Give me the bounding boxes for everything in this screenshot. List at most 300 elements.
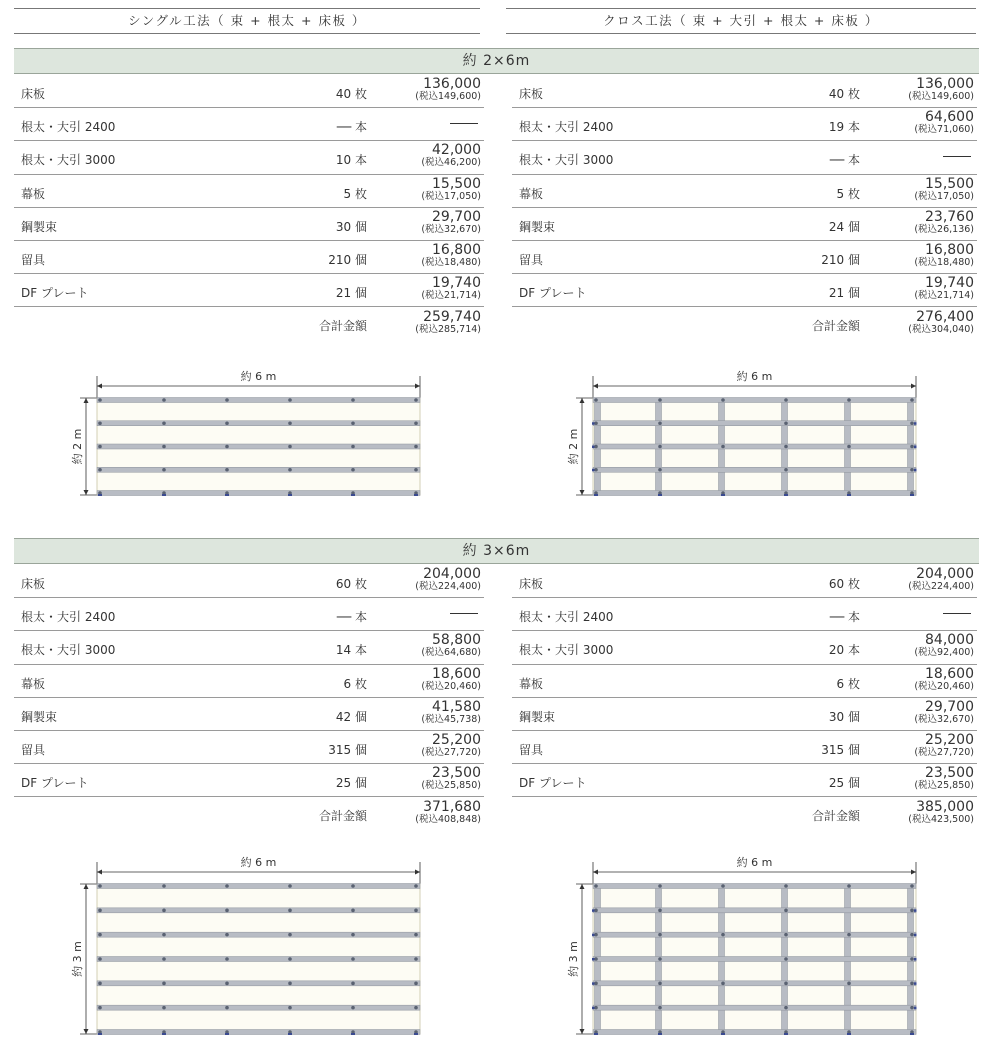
df-plate xyxy=(225,494,229,496)
side-plate xyxy=(914,958,917,961)
joist xyxy=(593,398,916,403)
post-dot xyxy=(910,421,914,425)
post-dot xyxy=(784,445,788,449)
post-dot xyxy=(847,982,851,986)
item-price-tax: (税込32,670) xyxy=(421,223,481,235)
width-label: 約 6 m xyxy=(240,370,277,383)
post-dot xyxy=(288,884,292,888)
item-quantity: 315 個 xyxy=(328,742,367,757)
joist xyxy=(97,398,420,403)
table-row xyxy=(512,274,977,307)
item-name: 鋼製束 xyxy=(21,709,58,724)
item-price-tax: (税込18,480) xyxy=(914,256,974,268)
post-dot xyxy=(594,398,598,402)
post-dot xyxy=(784,1006,788,1010)
item-quantity: 60 枚 xyxy=(828,577,860,591)
table-row xyxy=(512,241,977,274)
item-price-tax: (税込18,480) xyxy=(421,256,481,268)
item-name: DF プレート xyxy=(519,286,587,301)
table-row xyxy=(14,764,484,797)
width-label: 約 6 m xyxy=(240,856,277,869)
table-row xyxy=(14,208,484,241)
post-dot xyxy=(351,445,355,449)
item-price: 29,700 xyxy=(925,698,974,715)
post-dot xyxy=(351,468,355,472)
item-price: 18,600 xyxy=(925,665,974,682)
post-dot xyxy=(910,933,914,937)
item-name: DF プレート xyxy=(21,286,89,301)
post-dot xyxy=(594,445,598,449)
post-dot xyxy=(658,445,662,449)
post-dot xyxy=(594,1006,598,1010)
item-name: 根太・大引 2400 xyxy=(21,610,116,625)
post-dot xyxy=(414,933,418,937)
item-quantity: 40 枚 xyxy=(335,87,367,101)
post-dot xyxy=(658,1006,662,1010)
joist xyxy=(593,1030,916,1035)
item-quantity: 60 枚 xyxy=(335,577,367,591)
post-dot xyxy=(288,933,292,937)
df-plate xyxy=(162,1033,166,1035)
side-plate xyxy=(914,446,917,449)
total-row xyxy=(512,797,977,833)
post-dot xyxy=(225,982,229,986)
table-row xyxy=(512,108,977,141)
post-dot xyxy=(784,909,788,913)
post-dot xyxy=(594,884,598,888)
post-dot xyxy=(910,1006,914,1010)
cross-table-2x6 xyxy=(512,75,977,343)
arrow-head xyxy=(911,870,916,875)
total-price: 259,740 xyxy=(423,309,481,326)
df-plate xyxy=(162,494,166,496)
item-name: DF プレート xyxy=(519,776,587,791)
side-plate xyxy=(592,469,595,472)
total-row xyxy=(14,307,484,343)
item-price: 16,800 xyxy=(432,241,481,258)
item-quantity: 21 個 xyxy=(828,286,860,301)
item-quantity: 6 枚 xyxy=(343,676,367,691)
total-price-tax: (税込408,848) xyxy=(415,814,481,826)
item-name: 床板 xyxy=(21,577,46,591)
side-plate xyxy=(592,958,595,961)
single-method-header: シングル工法（ 束 + 根太 + 床板 ） xyxy=(14,8,480,34)
item-name: 幕板 xyxy=(21,676,46,691)
item-name: 幕板 xyxy=(519,676,544,691)
post-dot xyxy=(910,445,914,449)
item-quantity: ── 本 xyxy=(336,120,367,135)
joist xyxy=(593,491,916,496)
arrow-head xyxy=(593,870,598,875)
joist xyxy=(97,908,420,913)
item-price: 25,200 xyxy=(432,731,481,748)
section-title-3x6: 約 3×6m xyxy=(14,538,979,564)
post-dot xyxy=(288,909,292,913)
df-plate xyxy=(847,1033,851,1035)
item-price-tax: (税込149,600) xyxy=(908,91,974,102)
post-dot xyxy=(594,957,598,961)
arrow-head xyxy=(911,384,916,389)
arrow-head xyxy=(97,384,102,389)
df-plate xyxy=(98,1033,102,1035)
side-plate xyxy=(592,982,595,985)
item-price: 23,760 xyxy=(925,208,974,225)
table-row xyxy=(512,141,977,174)
post-dot xyxy=(910,909,914,913)
total-row xyxy=(512,307,977,343)
joist xyxy=(97,421,420,426)
post-dot xyxy=(594,421,598,425)
single-layout-diagram-3x6 xyxy=(66,854,426,1039)
item-quantity: 210 個 xyxy=(328,252,367,267)
item-price-tax: (税込26,136) xyxy=(914,223,974,235)
item-price-tax: (税込46,200) xyxy=(421,157,481,169)
post-dot xyxy=(98,957,102,961)
df-plate xyxy=(910,494,914,496)
df-plate xyxy=(288,494,292,496)
side-plate xyxy=(592,1007,595,1010)
post-dot xyxy=(98,421,102,425)
post-dot xyxy=(288,468,292,472)
df-plate xyxy=(784,494,788,496)
joist xyxy=(97,1005,420,1010)
post-dot xyxy=(910,982,914,986)
table-row xyxy=(14,75,484,108)
df-plate xyxy=(225,1033,229,1035)
arrow-head xyxy=(84,398,89,403)
table-row xyxy=(14,565,484,598)
post-dot xyxy=(847,398,851,402)
table-row xyxy=(14,141,484,174)
df-plate xyxy=(594,494,598,496)
table-row xyxy=(14,665,484,698)
item-price-tax: (税込25,850) xyxy=(914,780,974,792)
post-dot xyxy=(351,982,355,986)
item-price-tax: (税込25,850) xyxy=(421,780,481,792)
item-price-tax: (税込32,670) xyxy=(914,713,974,725)
table-row xyxy=(14,241,484,274)
no-price-dash xyxy=(450,613,478,614)
item-price: 204,000 xyxy=(916,566,974,582)
arrow-head xyxy=(84,1029,89,1034)
item-price: 15,500 xyxy=(432,175,481,192)
cross-method-header: クロス工法（ 束 + 大引 + 根太 + 床板 ） xyxy=(506,8,976,34)
post-dot xyxy=(658,398,662,402)
table-row xyxy=(512,698,977,731)
post-dot xyxy=(721,445,725,449)
total-price-tax: (税込285,714) xyxy=(415,324,481,336)
post-dot xyxy=(288,982,292,986)
post-dot xyxy=(225,909,229,913)
joist xyxy=(97,884,420,889)
item-price: 58,800 xyxy=(432,632,481,649)
item-price: 18,600 xyxy=(432,665,481,682)
item-name: 根太・大引 2400 xyxy=(519,120,614,135)
post-dot xyxy=(910,884,914,888)
item-quantity: 25 個 xyxy=(828,776,860,791)
joist xyxy=(97,981,420,986)
side-plate xyxy=(914,909,917,912)
item-name: 留具 xyxy=(519,252,544,267)
cross-layout-diagram-2x6 xyxy=(562,368,922,500)
item-price-tax: (税込27,720) xyxy=(914,746,974,758)
item-name: 留具 xyxy=(519,742,544,757)
post-dot xyxy=(721,398,725,402)
table-row xyxy=(14,175,484,208)
post-dot xyxy=(162,1006,166,1010)
table-row xyxy=(512,631,977,664)
post-dot xyxy=(658,909,662,913)
df-plate xyxy=(910,1033,914,1035)
joist xyxy=(97,932,420,937)
post-dot xyxy=(162,421,166,425)
post-dot xyxy=(847,445,851,449)
post-dot xyxy=(162,445,166,449)
post-dot xyxy=(910,468,914,472)
post-dot xyxy=(98,909,102,913)
item-quantity: 21 個 xyxy=(335,286,367,301)
post-dot xyxy=(721,933,725,937)
table-row xyxy=(14,598,484,631)
df-plate xyxy=(351,1033,355,1035)
total-price-tax: (税込304,040) xyxy=(908,324,974,336)
total-price-tax: (税込423,500) xyxy=(908,814,974,826)
post-dot xyxy=(162,957,166,961)
item-name: 床板 xyxy=(519,577,544,591)
item-quantity: 25 個 xyxy=(335,776,367,791)
table-row xyxy=(512,175,977,208)
item-name: 床板 xyxy=(519,87,544,101)
post-dot xyxy=(414,421,418,425)
df-plate xyxy=(847,494,851,496)
item-quantity: ── 本 xyxy=(829,610,860,625)
height-label: 約 2 m xyxy=(71,428,84,465)
post-dot xyxy=(351,884,355,888)
item-quantity: 14 本 xyxy=(335,643,367,658)
post-dot xyxy=(784,468,788,472)
item-price: 25,200 xyxy=(925,731,974,748)
post-dot xyxy=(225,1006,229,1010)
item-price: 16,800 xyxy=(925,241,974,258)
post-dot xyxy=(784,982,788,986)
no-price-dash xyxy=(450,123,478,124)
item-price: 15,500 xyxy=(925,175,974,192)
post-dot xyxy=(225,884,229,888)
df-plate xyxy=(288,1033,292,1035)
item-name: 幕板 xyxy=(21,186,46,201)
arrow-head xyxy=(580,1029,585,1034)
item-quantity: ── 本 xyxy=(829,153,860,168)
side-plate xyxy=(914,934,917,937)
item-price: 29,700 xyxy=(432,208,481,225)
side-plate xyxy=(592,934,595,937)
side-plate xyxy=(914,1007,917,1010)
arrow-head xyxy=(580,884,585,889)
post-dot xyxy=(225,933,229,937)
item-price-tax: (税込224,400) xyxy=(908,581,974,592)
item-quantity: 5 枚 xyxy=(343,186,367,201)
item-name: 留具 xyxy=(21,742,46,757)
joist xyxy=(97,1030,420,1035)
post-dot xyxy=(784,957,788,961)
post-dot xyxy=(162,468,166,472)
side-plate xyxy=(914,469,917,472)
total-label: 合計金額 xyxy=(811,809,860,824)
joist xyxy=(593,884,916,889)
df-plate xyxy=(658,1033,662,1035)
post-dot xyxy=(162,982,166,986)
no-price-dash xyxy=(943,156,971,157)
item-price: 23,500 xyxy=(925,765,974,782)
joist xyxy=(593,932,916,937)
post-dot xyxy=(414,398,418,402)
item-quantity: 10 本 xyxy=(335,153,367,168)
post-dot xyxy=(784,933,788,937)
table-row xyxy=(512,75,977,108)
post-dot xyxy=(98,445,102,449)
item-price-tax: (税込17,050) xyxy=(421,190,481,202)
post-dot xyxy=(594,909,598,913)
table-row xyxy=(512,665,977,698)
df-plate xyxy=(721,1033,725,1035)
post-dot xyxy=(225,445,229,449)
joist xyxy=(593,467,916,472)
item-price-tax: (税込45,738) xyxy=(421,713,481,725)
item-price-tax: (税込17,050) xyxy=(914,190,974,202)
total-label: 合計金額 xyxy=(318,809,367,824)
table-row xyxy=(512,764,977,797)
width-label: 約 6 m xyxy=(736,856,773,869)
post-dot xyxy=(288,445,292,449)
table-row xyxy=(14,731,484,764)
joist xyxy=(97,467,420,472)
arrow-head xyxy=(415,870,420,875)
joist xyxy=(593,981,916,986)
table-row xyxy=(14,698,484,731)
joist xyxy=(593,957,916,962)
arrow-head xyxy=(415,384,420,389)
section-title-2x6: 約 2×6m xyxy=(14,48,979,74)
post-dot xyxy=(225,468,229,472)
post-dot xyxy=(98,933,102,937)
total-price: 276,400 xyxy=(916,309,974,326)
item-price: 136,000 xyxy=(423,76,481,92)
post-dot xyxy=(414,982,418,986)
arrow-head xyxy=(84,490,89,495)
post-dot xyxy=(658,421,662,425)
joist xyxy=(593,1005,916,1010)
item-price-tax: (税込64,680) xyxy=(421,647,481,659)
post-dot xyxy=(721,982,725,986)
post-dot xyxy=(658,957,662,961)
df-plate xyxy=(414,494,418,496)
item-name: 根太・大引 2400 xyxy=(21,120,116,135)
post-dot xyxy=(98,1006,102,1010)
post-dot xyxy=(225,398,229,402)
total-row xyxy=(14,797,484,833)
item-price: 41,580 xyxy=(432,698,481,715)
joist xyxy=(97,957,420,962)
df-plate xyxy=(414,1033,418,1035)
joist xyxy=(97,491,420,496)
item-name: 根太・大引 3000 xyxy=(519,153,614,168)
item-price-tax: (税込21,714) xyxy=(914,290,974,302)
df-plate xyxy=(98,494,102,496)
post-dot xyxy=(351,933,355,937)
side-plate xyxy=(914,422,917,425)
post-dot xyxy=(288,1006,292,1010)
post-dot xyxy=(351,1006,355,1010)
post-dot xyxy=(658,468,662,472)
item-quantity: 20 本 xyxy=(828,643,860,658)
cross-layout-diagram-3x6 xyxy=(562,854,922,1039)
post-dot xyxy=(594,933,598,937)
joist xyxy=(97,444,420,449)
post-dot xyxy=(784,421,788,425)
post-dot xyxy=(225,957,229,961)
item-quantity: 19 本 xyxy=(828,120,860,135)
post-dot xyxy=(721,884,725,888)
item-name: 鋼製束 xyxy=(21,219,58,234)
item-quantity: ── 本 xyxy=(336,610,367,625)
item-price: 19,740 xyxy=(925,275,974,292)
item-price: 19,740 xyxy=(432,275,481,292)
item-name: DF プレート xyxy=(21,776,89,791)
height-label: 約 3 m xyxy=(567,941,580,977)
post-dot xyxy=(162,909,166,913)
item-name: 鋼製束 xyxy=(519,709,556,724)
item-price: 64,600 xyxy=(925,109,974,126)
item-quantity: 42 個 xyxy=(335,709,367,724)
joist xyxy=(593,908,916,913)
side-plate xyxy=(592,909,595,912)
item-price-tax: (税込27,720) xyxy=(421,746,481,758)
post-dot xyxy=(658,933,662,937)
item-name: 根太・大引 2400 xyxy=(519,610,614,625)
post-dot xyxy=(162,884,166,888)
post-dot xyxy=(414,1006,418,1010)
post-dot xyxy=(288,421,292,425)
item-quantity: 40 枚 xyxy=(828,87,860,101)
item-price: 204,000 xyxy=(423,566,481,582)
post-dot xyxy=(910,398,914,402)
post-dot xyxy=(594,468,598,472)
single-table-2x6 xyxy=(14,75,484,343)
side-plate xyxy=(592,422,595,425)
table-row xyxy=(512,598,977,631)
item-price-tax: (税込71,060) xyxy=(914,124,974,136)
total-label: 合計金額 xyxy=(318,319,367,334)
item-quantity: 315 個 xyxy=(821,742,860,757)
table-row xyxy=(512,565,977,598)
item-quantity: 30 個 xyxy=(335,219,367,234)
post-dot xyxy=(288,398,292,402)
item-price-tax: (税込92,400) xyxy=(914,647,974,659)
item-name: 根太・大引 3000 xyxy=(519,643,614,658)
post-dot xyxy=(414,957,418,961)
item-price-tax: (税込21,714) xyxy=(421,290,481,302)
single-layout-diagram-2x6 xyxy=(66,368,426,500)
item-name: 根太・大引 3000 xyxy=(21,643,116,658)
joist xyxy=(593,421,916,426)
arrow-head xyxy=(580,490,585,495)
item-quantity: 6 枚 xyxy=(836,676,860,691)
post-dot xyxy=(98,884,102,888)
item-name: 床板 xyxy=(21,87,46,101)
table-row xyxy=(512,731,977,764)
item-price-tax: (税込224,400) xyxy=(415,581,481,592)
table-row xyxy=(14,274,484,307)
